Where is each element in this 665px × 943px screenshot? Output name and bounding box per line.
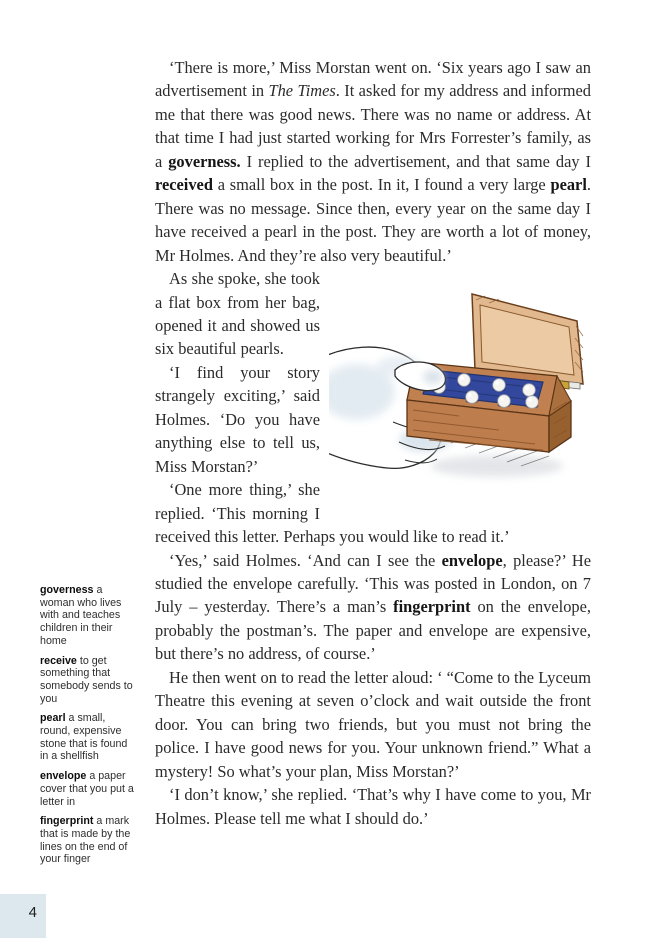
text-segment: , please?’ He studied the envelope carefully. ‘This was posted in London, on 7 July – yesterday. There’s a man’s xyxy=(155,550,591,617)
text-segment: ‘I don’t know,’ she replied. ‘That’s why I have come to you, Mr Holmes. Please tell me what I should do.’ xyxy=(155,785,591,828)
story-paragraph xyxy=(155,56,591,267)
glossary-definition: a paper cover that you put a letter in xyxy=(40,770,134,808)
page-number-tab xyxy=(0,894,46,938)
glossary-definition: a small, round, expensive stone that is found in a shellfish xyxy=(40,712,128,763)
text-segment: ‘Yes,’ said Holmes. ‘And can I see the xyxy=(169,550,442,570)
glossary-definition: to get something that somebody sends to you xyxy=(40,654,133,705)
glossary-definition: a woman who lives with and teaches children in their home xyxy=(40,584,122,647)
glossary-term: fingerprint xyxy=(40,815,94,828)
text-segment: ‘I find your story strangely exciting,’ said Holmes. ‘Do you have anything else to tell us, Miss Morstan?’ xyxy=(155,362,320,476)
pearl xyxy=(458,374,471,387)
text-segment: . It asked for my address and informed me that there was good news. There was no name or address. At that time I had just started working for Mrs Forrester’s family, as a xyxy=(155,81,591,171)
margin-glossary xyxy=(40,584,137,873)
pearl xyxy=(523,384,536,397)
text-segment: . There was no message. Since then, every year on the same day I have received a pearl in the post. They are worth a lot of money, Mr Holmes. And they’re also very beautiful.’ xyxy=(155,175,591,265)
pearl xyxy=(498,395,511,408)
text-segment: As she spoke, she took a flat box from her bag, opened it and showed us six beautiful pearls. xyxy=(155,269,320,359)
glossary-term: governess xyxy=(40,584,94,596)
glossary-entry xyxy=(40,712,137,763)
vocab-word-bold: governess. xyxy=(168,151,241,171)
vocab-word-bold: fingerprint xyxy=(393,597,471,617)
glossary-definition: a mark that is made by the lines on the end of your finger xyxy=(40,815,131,866)
text-segment: ‘One more thing,’ she replied. ‘This morning I received this letter. Perhaps you would like to read it.’ xyxy=(155,480,510,547)
glossary-term: pearl xyxy=(40,712,66,725)
story-text-column xyxy=(155,56,591,830)
page-number: 4 xyxy=(28,904,37,921)
story-paragraph xyxy=(155,549,591,666)
pearl-box-illustration-svg xyxy=(329,270,591,504)
text-segment: ‘There is more,’ Miss Morstan went on. ‘Six years ago I saw an advertisement in xyxy=(155,58,591,101)
vocab-word-bold: envelope xyxy=(441,550,503,570)
glossary-entry xyxy=(40,655,137,706)
pearl xyxy=(526,396,539,409)
glossary-entry xyxy=(40,770,137,808)
glossary-entry xyxy=(40,584,137,648)
glossary-term: receive xyxy=(40,654,77,667)
text-segment: on the envelope, probably the postman’s. The paper and envelope are expensive, but there’s no address, of course.’ xyxy=(155,597,591,664)
text-segment: a small box in the post. In it, I found a very large xyxy=(212,175,551,195)
vocab-word-bold: pearl xyxy=(550,175,587,195)
vocab-word-bold: received xyxy=(155,175,213,195)
story-paragraph xyxy=(155,666,591,783)
pearl xyxy=(466,391,479,404)
italic-text: The Times xyxy=(268,81,336,101)
glossary-entry xyxy=(40,815,137,866)
glossary-term: envelope xyxy=(40,770,87,783)
text-segment: He then went on to read the letter aloud: ‘ “Come to the Lyceum Theatre this evening at seven o’clock and wait outside the front door. You can bring two friends, but you must not bring the police. I have good news for you. Your unknown friend.” What a mystery! So what’s your plan, Miss Morstan?’ xyxy=(155,667,591,781)
story-paragraph xyxy=(155,783,591,830)
pearl-box-illustration xyxy=(329,270,591,504)
pearl xyxy=(493,379,506,392)
text-segment: I replied to the advertisement, and that same day I xyxy=(240,151,591,171)
